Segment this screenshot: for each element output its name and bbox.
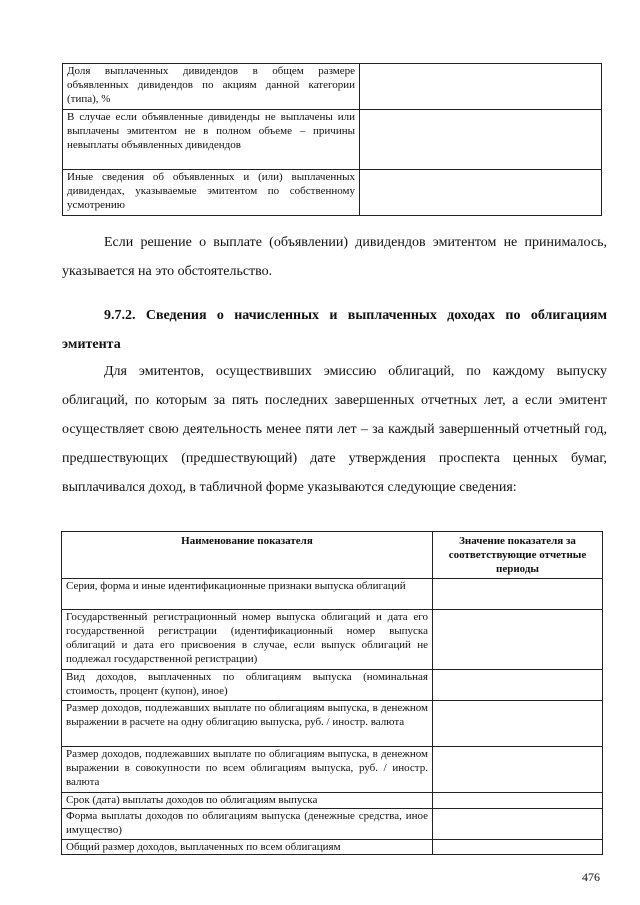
row-label: Размер доходов, подлежавших выплате по облигациям выпуска, в денежном выражении в расчете на одну облигацию выпуска, руб. / иностр. валюта xyxy=(62,701,433,747)
row-label: Государственный регистрационный номер выпуска облигаций и дата его государственной регистрации (идентификационный номер выпуска облигаций и дата его присвоения в случае, если выпуск облигаций не подлежал государственной регистрации) xyxy=(62,610,433,670)
row-value xyxy=(360,170,602,216)
section-heading: 9.7.2. Сведения о начисленных и выплаченных доходах по облигациям эмитента xyxy=(62,308,607,352)
table-row xyxy=(62,840,603,855)
row-value xyxy=(360,110,602,170)
table-row xyxy=(63,170,602,216)
row-label: Форма выплаты доходов по облигациям выпуска (денежные средства, иное имущество) xyxy=(62,809,433,840)
row-label: Размер доходов, подлежавших выплате по облигациям выпуска, в денежном выражении в совокупности по всем облигациям выпуска, руб. / иностр. валюта xyxy=(62,747,433,793)
row-value xyxy=(433,701,603,747)
row-label: Иные сведения об объявленных и (или) выплаченных дивидендах, указываемые эмитентом по собственному усмотрению xyxy=(63,170,360,216)
table-row xyxy=(62,747,603,793)
table-row xyxy=(62,610,603,670)
row-value xyxy=(433,610,603,670)
column-header-value: Значение показателя за соответствующие отчетные периоды xyxy=(433,532,603,579)
row-value xyxy=(433,670,603,701)
table-row xyxy=(62,579,603,610)
row-value xyxy=(360,64,602,110)
row-value xyxy=(433,793,603,809)
row-value xyxy=(433,747,603,793)
row-label: Вид доходов, выплаченных по облигациям выпуска (номинальная стоимость, процент (купон), иное) xyxy=(62,670,433,701)
table-row xyxy=(63,64,602,110)
paragraph-no-decision: Если решение о выплате (объявлении) дивидендов эмитентом не принималось, указывается на это обстоятельство. xyxy=(62,235,607,279)
table-header-row xyxy=(62,532,603,579)
table-row xyxy=(62,670,603,701)
row-label: В случае если объявленные дивиденды не выплачены или выплачены эмитентом не в полном объеме – причины невыплаты объявленных дивидендов xyxy=(63,110,360,170)
row-value xyxy=(433,809,603,840)
table-row xyxy=(62,701,603,747)
paragraph-bonds-intro: Для эмитентов, осуществивших эмиссию облигаций, по каждому выпуску облигаций, по которым за пять последних завершенных отчетных лет, а если эмитент осуществляет свою деятельность менее пяти лет – за каждый завершенный отчетный год, предшествующих (предшествующий) дате утверждения проспекта ценных бумаг, выплачивался доход, в табличной форме указываются следующие сведения: xyxy=(62,364,607,495)
row-label: Общий размер доходов, выплаченных по всем облигациям xyxy=(62,840,433,855)
bond-income-table xyxy=(61,531,603,855)
dividends-table xyxy=(62,63,602,216)
table-row xyxy=(62,793,603,809)
row-value xyxy=(433,840,603,855)
row-label: Серия, форма и иные идентификационные признаки выпуска облигаций xyxy=(62,579,433,610)
table-row xyxy=(62,809,603,840)
column-header-indicator: Наименование показателя xyxy=(62,532,433,579)
row-label: Срок (дата) выплаты доходов по облигациям выпуска xyxy=(62,793,433,809)
page-number: 476 xyxy=(582,870,600,884)
table-row xyxy=(63,110,602,170)
row-value xyxy=(433,579,603,610)
row-label: Доля выплаченных дивидендов в общем размере объявленных дивидендов по акциям данной категории (типа), % xyxy=(63,64,360,110)
